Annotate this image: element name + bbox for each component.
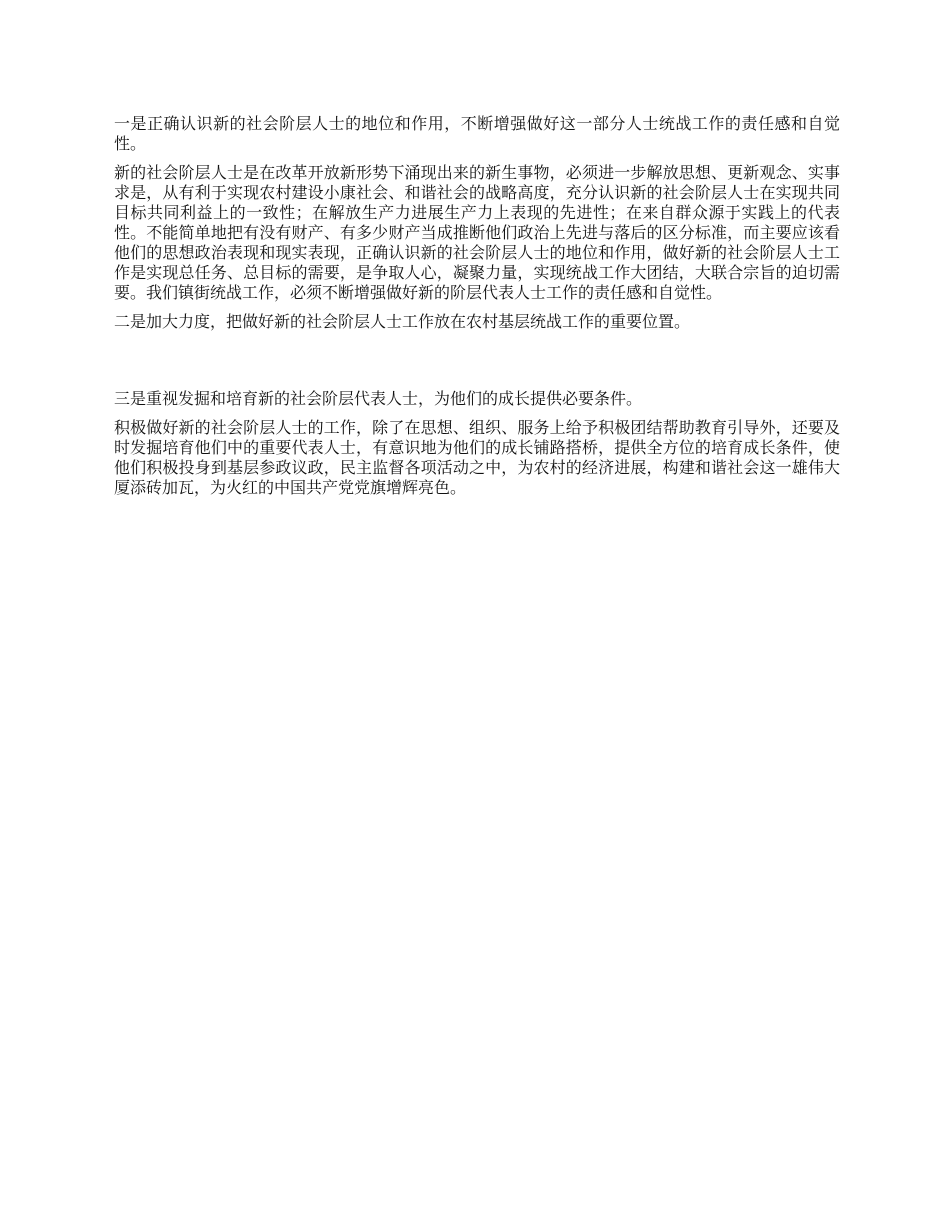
paragraph-point-two: 二是加大力度，把做好新的社会阶层人士工作放在农村基层统战工作的重要位置。 [114, 312, 691, 331]
paragraph-point-three: 三是重视发掘和培育新的社会阶层代表人士，为他们的成长提供必要条件。 [114, 389, 643, 408]
paragraph-spacer [114, 341, 840, 389]
paragraph-point-one: 一是正确认识新的社会阶层人士的地位和作用，不断增强做好这一部分人士统战工作的责任感和自觉性。 [114, 114, 840, 153]
paragraph-point-three-detail: 积极做好新的社会阶层人士的工作，除了在思想、组织、服务上给予积极团结帮助教育引导外，还要及时发掘培育他们中的重要代表人士，有意识地为他们的成长铺路搭桥，提供全方位的培育成长条件，使他们积极投身到基层参政议政，民主监督各项活动之中，为农村的经济进展，构建和谐社会这一雄伟大厦添砖加瓦，为火红的中国共产党党旗增辉亮色。 [114, 418, 840, 497]
paragraph-point-one-detail: 新的社会阶层人士是在改革开放新形势下涌现出来的新生事物，必须进一步解放思想、更新观念、实事求是，从有利于实现农村建设小康社会、和谐社会的战略高度，充分认识新的社会阶层人士在实现共同目标共同利益上的一致性；在解放生产力进展生产力上表现的先进性；在来自群众源于实践上的代表性。不能简单地把有没有财产、有多少财产当成推断他们政治上先进与落后的区分标准，而主要应该看他们的思想政治表现和现实表现，正确认识新的社会阶层人士的地位和作用，做好新的社会阶层人士工作是实现总任务、总目标的需要，是争取人心，凝聚力量，实现统战工作大团结，大联合宗旨的迫切需要。我们镇街统战工作，必须不断增强做好新的阶层代表人士工作的责任感和自觉性。 [114, 163, 840, 302]
document-body [114, 114, 840, 507]
